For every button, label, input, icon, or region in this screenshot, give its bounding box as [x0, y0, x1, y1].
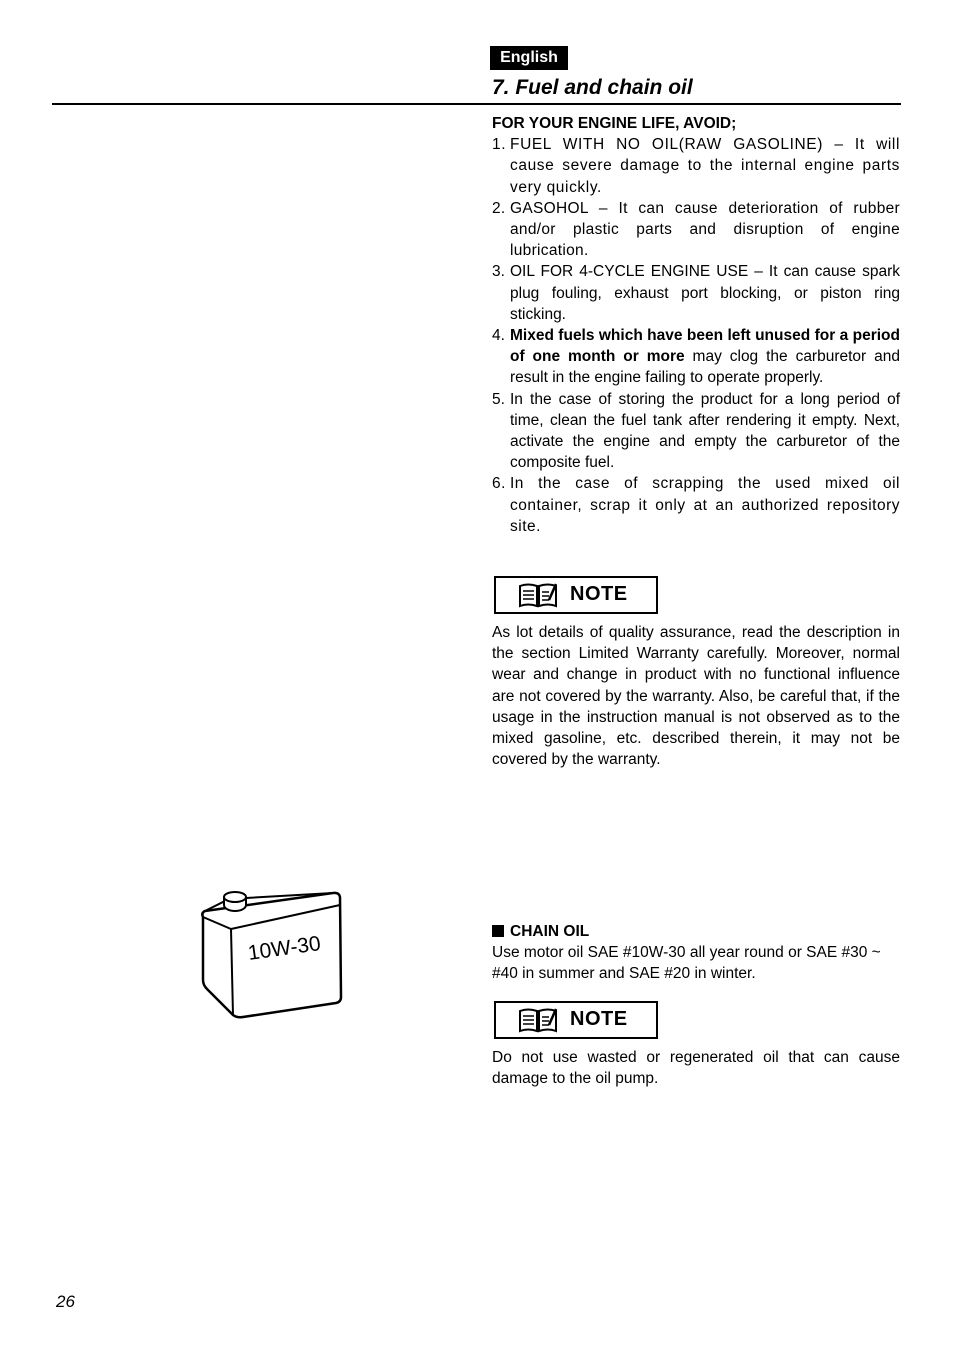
list-number: 3. — [492, 263, 505, 281]
avoid-heading: FOR YOUR ENGINE LIFE, AVOID; — [492, 115, 737, 132]
list-item-text: In the case of storing the product for a long period of time, clean the fuel tank after rendering it empty. Next, activate the engine and empty the carburetor of the composite fuel. — [510, 390, 900, 472]
chain-oil-section — [492, 921, 900, 985]
note-label: NOTE — [570, 583, 628, 606]
list-item-text: GASOHOL – It can cause deterioration of rubber and/or plastic parts and disruption of engine lubrication. — [510, 199, 900, 260]
list-number: 5. — [492, 390, 505, 408]
list-item — [492, 473, 900, 537]
list-item-text: OIL FOR 4-CYCLE ENGINE USE – It can cause spark plug fouling, exhaust port blocking, or piston ring sticking. — [510, 263, 900, 323]
note-text: Do not use wasted or regenerated oil that can cause damage to the oil pump. — [492, 1049, 900, 1088]
can-label: 10W-30 — [246, 931, 323, 965]
avoid-section — [492, 113, 900, 537]
note-box — [494, 576, 658, 614]
language-badge: English — [490, 46, 568, 70]
list-item-text: may clog the carburetor and result in the engine failing to operate properly. — [510, 348, 900, 387]
avoid-list — [492, 134, 900, 537]
list-number: 2. — [492, 199, 506, 217]
list-item-bold-text: Mixed fuels which have been left unused for a period of one month or more — [510, 327, 900, 366]
note-book-icon — [518, 1007, 558, 1033]
note-box — [494, 1001, 658, 1039]
header-rule — [52, 103, 901, 105]
note-section-oil-pump — [492, 1001, 900, 1089]
note-book-icon — [518, 582, 558, 608]
section-title: 7. Fuel and chain oil — [492, 76, 693, 99]
oil-can-icon — [195, 885, 347, 1025]
chain-oil-heading: CHAIN OIL — [492, 921, 900, 942]
list-number: 1. — [492, 136, 507, 154]
list-item — [492, 134, 900, 198]
square-bullet-icon — [492, 925, 504, 937]
list-item-text: FUEL WITH NO OIL(RAW GASOLINE) – It will cause severe damage to the internal engine parts very quickly. — [510, 136, 900, 196]
chain-oil-text: Use motor oil SAE #10W-30 all year round or SAE #30 ~ #40 in summer and SAE #20 in winter. — [492, 944, 881, 983]
note-section-warranty — [492, 576, 900, 770]
list-number: 4. — [492, 327, 505, 345]
note-text: As lot details of quality assurance, read the description in the section Limited Warranty carefully. Moreover, normal wear and change in product with no functional influence are not covered by the warranty. Also, be careful that, if the usage in the instruction manual is not observed as to the mixed gasoline, etc. described therein, it may not be covered by the warranty. — [492, 624, 900, 769]
list-number: 6. — [492, 475, 506, 493]
list-item — [492, 198, 900, 262]
note-label: NOTE — [570, 1008, 628, 1031]
list-item — [492, 389, 900, 474]
page-number: 26 — [56, 1292, 75, 1311]
list-item — [492, 325, 900, 389]
list-item-text: In the case of scrapping the used mixed oil container, scrap it only at an authorized repository site. — [510, 475, 900, 535]
list-item — [492, 261, 900, 325]
